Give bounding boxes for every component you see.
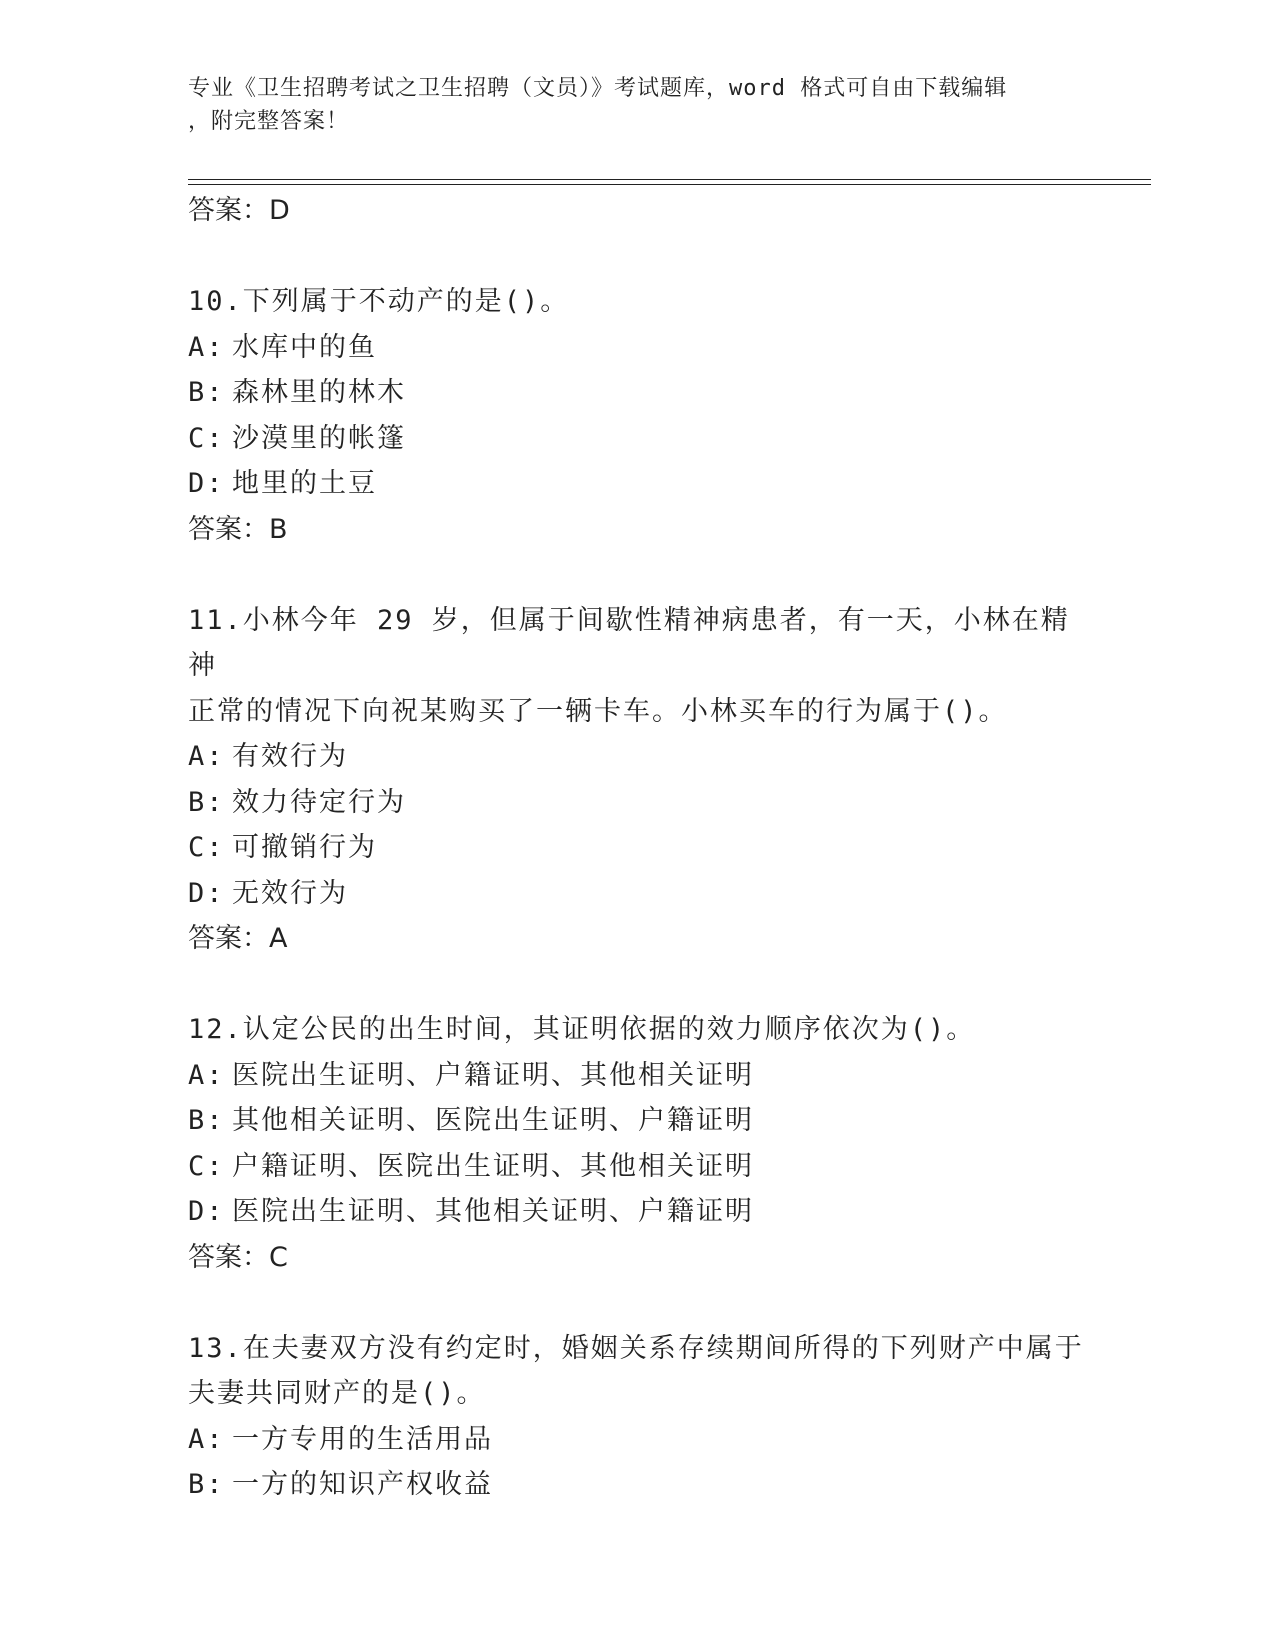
option-letter: C:: [188, 422, 225, 454]
answer-line: 答案：C: [188, 1241, 288, 1273]
option-letter: D:: [188, 468, 225, 499]
answer-line: 答案：A: [188, 923, 288, 954]
option-letter: A:: [188, 331, 225, 363]
option-text: 水库中的鱼: [232, 331, 377, 363]
option-text: 其他相关证明、医院出生证明、户籍证明: [232, 1105, 754, 1136]
option-text: 有效行为: [232, 741, 348, 772]
option-letter: A:: [188, 1423, 225, 1455]
answer-line: 答案：D: [188, 195, 290, 226]
header-line-2: ，附完整答案！: [188, 109, 350, 134]
option-letter: C:: [188, 832, 225, 863]
option-letter: B:: [188, 1469, 225, 1500]
header-rule-top: [188, 179, 1151, 180]
header-line-1: 专业《卫生招聘考试之卫生招聘（文员）》考试题库，word 格式可自由下载编辑: [188, 76, 1008, 101]
option-c: [188, 1144, 1088, 1190]
document-header: [188, 72, 1068, 138]
option-a: [188, 1417, 1088, 1463]
option-d: [188, 1189, 1088, 1235]
option-letter: D:: [188, 1196, 225, 1227]
option-a: [188, 325, 1088, 371]
header-rule-bottom: [188, 184, 1151, 185]
option-letter: B:: [188, 1105, 225, 1136]
option-text: 无效行为: [232, 877, 348, 909]
option-text: 森林里的林木: [232, 377, 406, 408]
option-letter: B:: [188, 377, 225, 408]
option-b: [188, 370, 1088, 416]
question-11: [188, 598, 1088, 963]
question-10: [188, 279, 1088, 553]
question-stem-line-2: 正常的情况下向祝某购买了一辆卡车。小林买车的行为属于()。: [188, 695, 1008, 727]
question-stem-line-1: 11.小林今年 29 岁，但属于间歇性精神病患者，有一天，小林在精神: [188, 604, 1070, 681]
question-stem: 12.认定公民的出生时间，其证明依据的效力顺序依次为()。: [188, 1014, 976, 1045]
option-a: [188, 734, 1088, 780]
option-a: [188, 1053, 1088, 1099]
option-letter: A:: [188, 1059, 225, 1091]
question-12: [188, 1007, 1088, 1281]
question-stem-line-2: 夫妻共同财产的是()。: [188, 1378, 486, 1409]
question-stem-line-1: 13.在夫妻双方没有约定时，婚姻关系存续期间所得的下列财产中属于: [188, 1332, 1084, 1364]
option-text: 效力待定行为: [232, 786, 406, 818]
option-letter: C:: [188, 1150, 225, 1182]
question-13: [188, 1326, 1088, 1508]
option-c: [188, 825, 1088, 871]
option-text: 一方专用的生活用品: [232, 1423, 493, 1455]
option-b: [188, 780, 1088, 826]
answer-line: 答案：B: [188, 513, 288, 545]
option-letter: B:: [188, 786, 225, 818]
option-d: [188, 871, 1088, 917]
option-text: 医院出生证明、其他相关证明、户籍证明: [232, 1196, 754, 1227]
option-text: 可撤销行为: [232, 832, 377, 863]
option-b: [188, 1462, 1088, 1508]
option-d: [188, 461, 1088, 507]
option-text: 地里的土豆: [232, 468, 377, 499]
option-text: 户籍证明、医院出生证明、其他相关证明: [232, 1150, 754, 1182]
option-letter: D:: [188, 877, 225, 909]
question-list: [188, 188, 1088, 1508]
option-text: 一方的知识产权收益: [232, 1469, 493, 1500]
option-text: 沙漠里的帐篷: [232, 422, 406, 454]
option-c: [188, 416, 1088, 462]
option-text: 医院出生证明、户籍证明、其他相关证明: [232, 1059, 754, 1091]
question-stem: 10.下列属于不动产的是()。: [188, 286, 570, 317]
option-letter: A:: [188, 741, 225, 772]
option-b: [188, 1098, 1088, 1144]
